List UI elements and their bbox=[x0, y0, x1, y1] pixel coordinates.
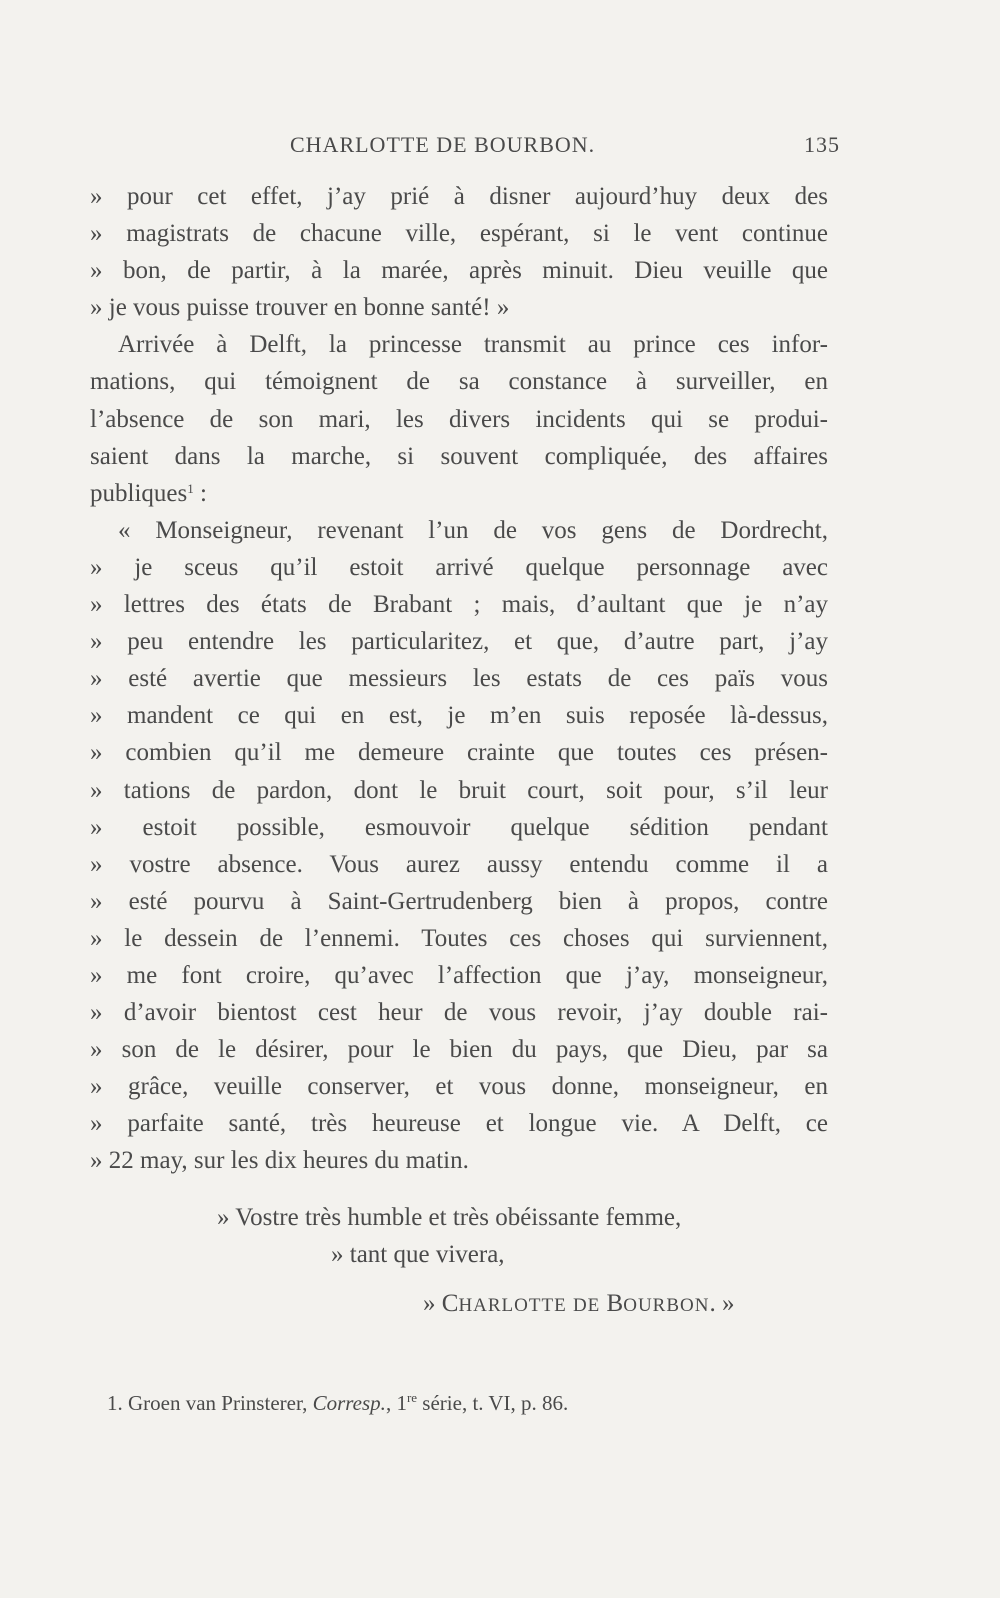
closing-line-1: » Vostre très humble et très obéissante femme, bbox=[217, 1204, 682, 1231]
text-line: » son de le désirer, pour le bien du pays, que Dieu, par sa bbox=[90, 1036, 828, 1064]
running-title: CHARLOTTE DE BOURBON. bbox=[290, 132, 596, 157]
text-line: » vostre absence. Vous aurez aussy entendu comme il a bbox=[90, 850, 828, 878]
text-line: » peu entendre les particularitez, et que, d’autre part, j’ay bbox=[90, 628, 828, 656]
text-line: » le dessein de l’ennemi. Toutes ces choses qui surviennent, bbox=[90, 924, 828, 952]
text-line: » mandent ce qui en est, je m’en suis reposée là-dessus, bbox=[90, 702, 828, 730]
signature-ourbon: OURBON bbox=[623, 1295, 710, 1316]
body-text bbox=[90, 178, 828, 1180]
text-line: » je vous puisse trouver en bonne santé! » bbox=[90, 294, 510, 322]
footnote-series-superscript: re bbox=[406, 1390, 418, 1406]
text-line: » bon, de partir, à la marée, après minuit. Dieu veuille que bbox=[90, 257, 828, 285]
signature-harlotte: HARLOTTE bbox=[458, 1295, 567, 1316]
signature-initial-c: C bbox=[441, 1290, 459, 1317]
signature bbox=[0, 1290, 1000, 1318]
footnote-separator: , bbox=[385, 1391, 397, 1415]
signature-initial-b: B bbox=[606, 1290, 624, 1317]
signature-de: DE bbox=[572, 1295, 601, 1316]
text-line bbox=[90, 475, 828, 512]
closing-line-2: » tant que vivera, bbox=[331, 1241, 505, 1268]
footnote bbox=[107, 1391, 568, 1416]
text-line: » tations de pardon, dont le bruit court, soit pour, s’il leur bbox=[90, 776, 828, 804]
footnote-reference: 1 bbox=[187, 480, 194, 496]
footnote-work: Corresp. bbox=[312, 1391, 386, 1415]
text-line: » 22 may, sur les dix heures du matin. bbox=[90, 1147, 469, 1175]
text-line: » esté avertie que messieurs les estats de ces païs vous bbox=[90, 665, 828, 693]
signature-suffix: . » bbox=[709, 1290, 735, 1317]
text-line: Arrivée à Delft, la princesse transmit au prince ces infor- bbox=[118, 331, 828, 359]
text-line: » combien qu’il me demeure crainte que toutes ces présen- bbox=[90, 739, 828, 767]
text-line: « Monseigneur, revenant l’un de vos gens de Dordrecht, bbox=[118, 516, 828, 544]
paragraph-letter bbox=[90, 512, 828, 1180]
text-line: » grâce, veuille conserver, et vous donne, monseigneur, en bbox=[90, 1073, 828, 1101]
paragraph-narrative bbox=[90, 326, 828, 511]
page-number: 135 bbox=[804, 132, 840, 157]
text-line: » esté pourvu à Saint-Gertrudenberg bien à propos, contre bbox=[90, 887, 828, 915]
text-line: » parfaite santé, très heureuse et longue vie. A Delft, ce bbox=[90, 1110, 828, 1138]
text-line: » lettres des états de Brabant ; mais, d’aultant que je n’ay bbox=[90, 591, 828, 619]
text-line: » je sceus qu’il estoit arrivé quelque personnage avec bbox=[90, 553, 828, 581]
text-line: saient dans la marche, si souvent compliquée, des affaires bbox=[90, 442, 828, 470]
last-line-text: publiques bbox=[90, 479, 188, 507]
text-line: » pour cet effet, j’ay prié à disner aujourd’huy deux des bbox=[90, 183, 828, 210]
footnote-author: . Groen van Prinsterer, bbox=[117, 1391, 313, 1415]
text-line: l’absence de son mari, les divers incidents qui se produi- bbox=[90, 405, 828, 433]
footnote-series-number: 1 bbox=[396, 1391, 407, 1415]
text-line: » me font croire, qu’avec l’affection que j’ay, monseigneur, bbox=[90, 961, 828, 989]
text-line: » magistrats de chacune ville, espérant, si le vent continue bbox=[90, 220, 828, 248]
text-line: » d’avoir bientost cest heur de vous revoir, j’ay double rai- bbox=[90, 999, 828, 1027]
signature-prefix: » bbox=[423, 1290, 442, 1317]
paragraph-letter-continuation bbox=[90, 178, 828, 326]
footnote-rest: série, t. VI, p. 86. bbox=[417, 1391, 569, 1415]
text-line: mations, qui témoignent de sa constance à surveiller, en bbox=[90, 368, 828, 396]
footnote-number: 1 bbox=[107, 1391, 118, 1415]
text-line: » estoit possible, esmouvoir quelque sédition pendant bbox=[90, 813, 828, 841]
last-line-tail: : bbox=[193, 479, 207, 507]
